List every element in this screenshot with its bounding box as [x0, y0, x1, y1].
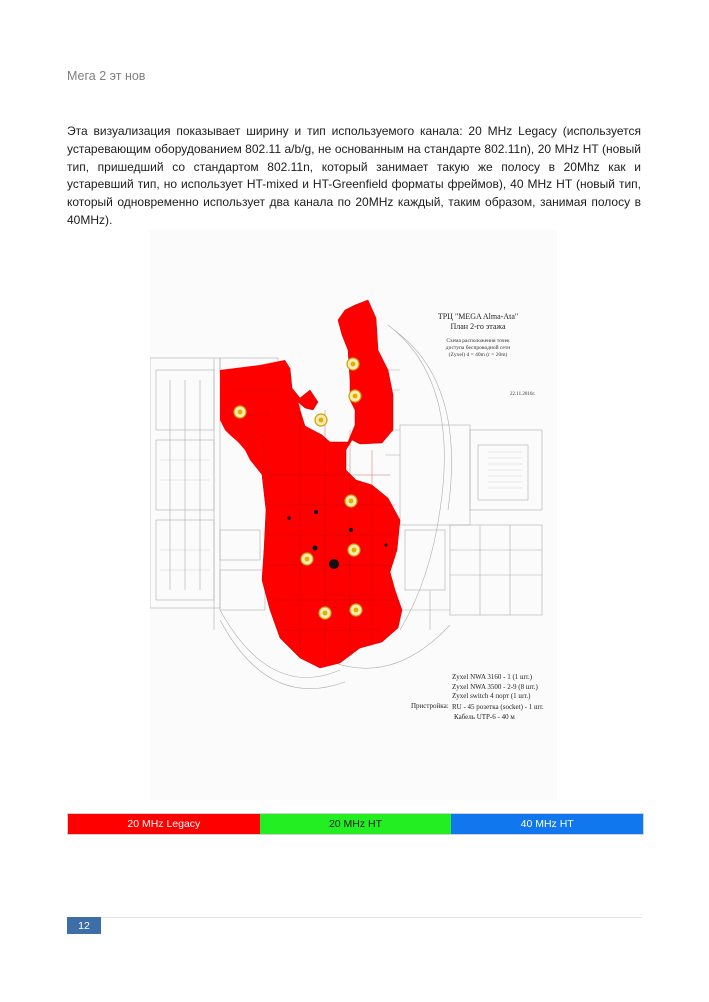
page-number: 12 [67, 917, 101, 934]
floor-plan-heatmap [150, 230, 557, 800]
legend-legacy: 20 MHz Legacy [68, 814, 260, 834]
attachments-label: Пристройка: [411, 702, 449, 710]
attachments-list [452, 702, 544, 722]
plan-subtitle-line-3: (Zyxel) d = 40m (r = 20m) [448, 352, 508, 358]
plan-title-line-2: План 2-го этажа [450, 322, 506, 331]
equipment-item: Zyxel NWA 3500 - 2-9 (8 шт.) [452, 682, 538, 691]
plan-subtitle [408, 338, 548, 359]
legend-ht20: 20 MHz HT [260, 814, 452, 834]
footer-divider [67, 917, 642, 918]
plan-title-line-1: ТРЦ "MEGA Alma-Ata" [437, 312, 519, 321]
coverage-area-legacy [262, 300, 402, 668]
plan-date: 22.11.2016г. [510, 392, 536, 397]
attachment-item: RU - 45 розетка (socket) - 1 шт. [452, 703, 544, 711]
equipment-item: Zyxel switch 4 порт (1 шт.) [452, 692, 531, 700]
channel-width-legend [67, 813, 644, 835]
plan-subtitle-line-2: доступа беспроводной сети [445, 345, 511, 351]
description-paragraph: Эта визуализация показывает ширину и тип используемого канала: 20 MHz Legacy (используется устаревающим оборудованием 802.11 a/b/g, не основанным на стандарте 802.11n), 20 MHz HT (новый тип, пришедший со стандартом 802.11n, который занимает такую же полосу в 20Mhz как и устаревший тип, но использует HT-mixed и HT-Greenfield форматы фреймов), 40 MHz HT (новый тип, который одновременно использует два канала по 20MHz каждый, таким образом, занимая полосу в 40MHz). [67, 124, 641, 227]
document-header: Мега 2 эт нов [67, 69, 146, 83]
equipment-item: Zyxel NWA 3160 - 1 (1 шт.) [452, 673, 533, 681]
plan-title [408, 312, 548, 332]
equipment-list [452, 673, 538, 702]
plan-subtitle-line-1: Схема расположения точек [446, 338, 510, 344]
legend-ht40: 40 MHz HT [451, 814, 643, 834]
attachment-item: Кабель UTP-6 - 40 м [454, 713, 515, 721]
